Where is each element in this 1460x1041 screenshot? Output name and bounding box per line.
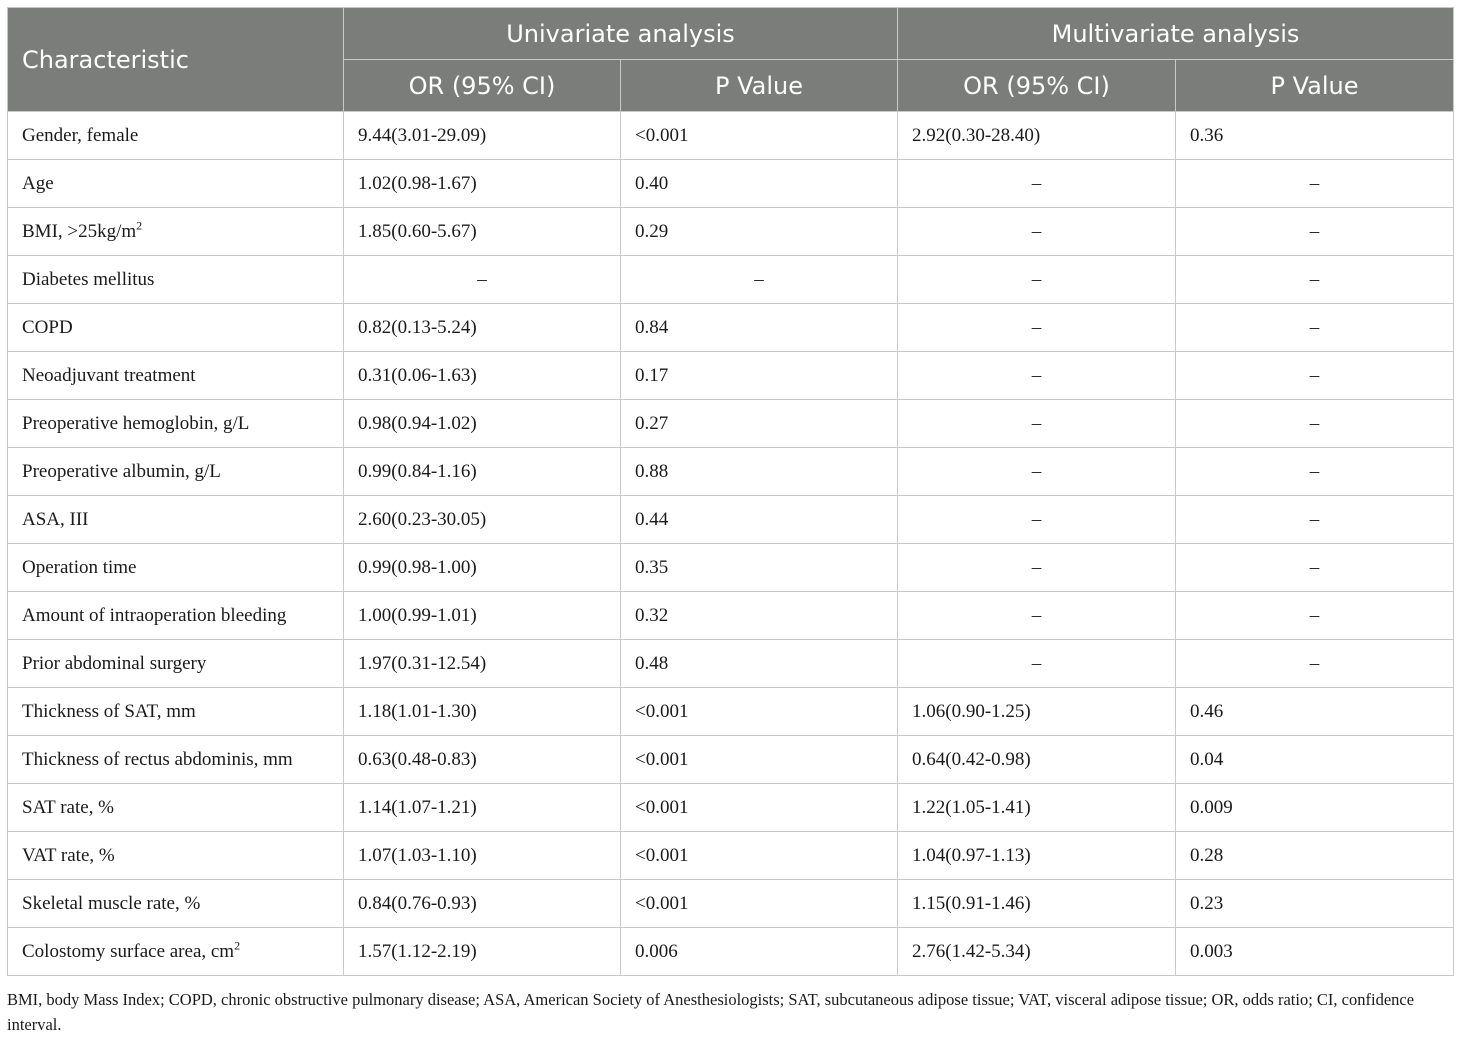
- cell-uni-or: 0.84(0.76-0.93): [344, 880, 621, 928]
- cell-multi-or: 1.06(0.90-1.25): [898, 688, 1176, 736]
- cell-multi-p: –: [1176, 304, 1454, 352]
- cell-uni-p: 0.40: [621, 160, 898, 208]
- table-row: [8, 784, 1454, 832]
- cell-characteristic: [8, 832, 344, 880]
- cell-multi-p: –: [1176, 352, 1454, 400]
- cell-uni-p: <0.001: [621, 784, 898, 832]
- cell-multi-p: –: [1176, 400, 1454, 448]
- cell-uni-or: 1.18(1.01-1.30): [344, 688, 621, 736]
- cell-multi-or: 2.76(1.42-5.34): [898, 928, 1176, 976]
- table-row: [8, 592, 1454, 640]
- table-row: [8, 544, 1454, 592]
- cell-characteristic: [8, 928, 344, 976]
- cell-multi-p: 0.46: [1176, 688, 1454, 736]
- cell-uni-p: 0.44: [621, 496, 898, 544]
- cell-uni-or: 1.00(0.99-1.01): [344, 592, 621, 640]
- cell-uni-or: 0.99(0.84-1.16): [344, 448, 621, 496]
- cell-uni-p: <0.001: [621, 832, 898, 880]
- cell-multi-p: 0.23: [1176, 880, 1454, 928]
- cell-multi-or: 1.22(1.05-1.41): [898, 784, 1176, 832]
- characteristic-label: Gender, female: [22, 124, 139, 146]
- table-row: [8, 640, 1454, 688]
- cell-multi-or: –: [898, 448, 1176, 496]
- cell-characteristic: [8, 208, 344, 256]
- cell-multi-or: 0.64(0.42-0.98): [898, 736, 1176, 784]
- cell-characteristic: [8, 400, 344, 448]
- cell-multi-p: 0.36: [1176, 112, 1454, 160]
- cell-characteristic: [8, 736, 344, 784]
- table-row: [8, 304, 1454, 352]
- characteristic-label: VAT rate, %: [22, 844, 115, 866]
- header-multivariate: Multivariate analysis: [898, 8, 1454, 60]
- cell-multi-p: 0.009: [1176, 784, 1454, 832]
- cell-multi-p: –: [1176, 640, 1454, 688]
- characteristic-label: Age: [22, 172, 54, 194]
- cell-multi-or: 1.15(0.91-1.46): [898, 880, 1176, 928]
- cell-uni-or: 1.02(0.98-1.67): [344, 160, 621, 208]
- cell-characteristic: [8, 112, 344, 160]
- cell-multi-p: –: [1176, 592, 1454, 640]
- cell-multi-or: 1.04(0.97-1.13): [898, 832, 1176, 880]
- characteristic-label: Neoadjuvant treatment: [22, 364, 196, 386]
- characteristic-label: Colostomy surface area, cm: [22, 940, 235, 962]
- cell-uni-p: 0.17: [621, 352, 898, 400]
- cell-uni-or: 0.98(0.94-1.02): [344, 400, 621, 448]
- cell-multi-p: –: [1176, 544, 1454, 592]
- cell-characteristic: [8, 688, 344, 736]
- characteristic-label: Thickness of SAT, mm: [22, 700, 196, 722]
- header-uni-or: OR (95% CI): [344, 60, 621, 112]
- characteristic-label: Amount of intraoperation bleeding: [22, 604, 287, 626]
- cell-characteristic: [8, 496, 344, 544]
- table-row: [8, 928, 1454, 976]
- table-row: [8, 496, 1454, 544]
- characteristic-label: SAT rate, %: [22, 796, 114, 818]
- cell-uni-or: 0.99(0.98-1.00): [344, 544, 621, 592]
- cell-characteristic: [8, 784, 344, 832]
- cell-uni-p: 0.27: [621, 400, 898, 448]
- cell-uni-or: 1.07(1.03-1.10): [344, 832, 621, 880]
- cell-multi-or: –: [898, 400, 1176, 448]
- table-row: [8, 832, 1454, 880]
- unit-superscript: 2: [136, 218, 143, 233]
- characteristic-label: BMI, >25kg/m: [22, 220, 137, 242]
- cell-uni-or: 1.97(0.31-12.54): [344, 640, 621, 688]
- cell-multi-p: –: [1176, 448, 1454, 496]
- cell-uni-p: 0.32: [621, 592, 898, 640]
- cell-uni-p: <0.001: [621, 112, 898, 160]
- header-uni-p: P Value: [621, 60, 898, 112]
- cell-multi-or: –: [898, 544, 1176, 592]
- cell-multi-or: –: [898, 208, 1176, 256]
- cell-characteristic: [8, 880, 344, 928]
- cell-characteristic: [8, 160, 344, 208]
- cell-uni-p: <0.001: [621, 688, 898, 736]
- cell-uni-or: 0.63(0.48-0.83): [344, 736, 621, 784]
- cell-characteristic: [8, 640, 344, 688]
- table-row: [8, 352, 1454, 400]
- cell-multi-or: 2.92(0.30-28.40): [898, 112, 1176, 160]
- cell-multi-p: 0.003: [1176, 928, 1454, 976]
- characteristic-label: Preoperative albumin, g/L: [22, 460, 221, 482]
- header-multi-or: OR (95% CI): [898, 60, 1176, 112]
- characteristic-label: Thickness of rectus abdominis, mm: [22, 748, 293, 770]
- cell-uni-or: 0.82(0.13-5.24): [344, 304, 621, 352]
- table-row: [8, 448, 1454, 496]
- table-footnote: BMI, body Mass Index; COPD, chronic obstructive pulmonary disease; ASA, American Society of Anesthesiologists; SAT, subcutaneous adipose tissue; VAT, visceral adipose tissue; OR, odds ratio; CI, confidence interval.: [7, 990, 1415, 1034]
- cell-multi-or: –: [898, 496, 1176, 544]
- unit-superscript: 2: [234, 938, 241, 953]
- header-multi-p: P Value: [1176, 60, 1454, 112]
- table-row: [8, 112, 1454, 160]
- cell-multi-p: –: [1176, 208, 1454, 256]
- characteristic-label: Preoperative hemoglobin, g/L: [22, 412, 250, 434]
- table-row: [8, 688, 1454, 736]
- cell-multi-or: –: [898, 592, 1176, 640]
- cell-characteristic: [8, 448, 344, 496]
- characteristic-label: Diabetes mellitus: [22, 268, 155, 290]
- cell-multi-p: 0.28: [1176, 832, 1454, 880]
- cell-characteristic: [8, 256, 344, 304]
- cell-uni-or: 1.85(0.60-5.67): [344, 208, 621, 256]
- table-row: [8, 736, 1454, 784]
- cell-characteristic: [8, 592, 344, 640]
- characteristic-label: Operation time: [22, 556, 137, 578]
- results-table: [7, 7, 1454, 976]
- cell-uni-or: 2.60(0.23-30.05): [344, 496, 621, 544]
- cell-characteristic: [8, 304, 344, 352]
- cell-uni-or: –: [344, 256, 621, 304]
- cell-multi-or: –: [898, 256, 1176, 304]
- header-univariate: Univariate analysis: [344, 8, 898, 60]
- cell-uni-or: 1.14(1.07-1.21): [344, 784, 621, 832]
- table-row: [8, 160, 1454, 208]
- header-characteristic: Characteristic: [8, 8, 344, 112]
- cell-uni-p: 0.35: [621, 544, 898, 592]
- cell-multi-p: 0.04: [1176, 736, 1454, 784]
- table-container: [7, 7, 1453, 976]
- table-body: [8, 112, 1454, 976]
- cell-multi-p: –: [1176, 496, 1454, 544]
- table-row: [8, 208, 1454, 256]
- cell-characteristic: [8, 544, 344, 592]
- cell-multi-or: –: [898, 304, 1176, 352]
- cell-uni-or: 0.31(0.06-1.63): [344, 352, 621, 400]
- cell-multi-or: –: [898, 160, 1176, 208]
- cell-uni-p: 0.48: [621, 640, 898, 688]
- cell-multi-p: –: [1176, 256, 1454, 304]
- cell-uni-p: 0.88: [621, 448, 898, 496]
- cell-uni-or: 9.44(3.01-29.09): [344, 112, 621, 160]
- characteristic-label: Skeletal muscle rate, %: [22, 892, 201, 914]
- cell-uni-p: –: [621, 256, 898, 304]
- table-row: [8, 880, 1454, 928]
- cell-multi-or: –: [898, 640, 1176, 688]
- cell-uni-p: 0.006: [621, 928, 898, 976]
- cell-uni-p: <0.001: [621, 736, 898, 784]
- cell-uni-p: 0.29: [621, 208, 898, 256]
- cell-uni-p: 0.84: [621, 304, 898, 352]
- characteristic-label: COPD: [22, 316, 73, 338]
- cell-multi-p: –: [1176, 160, 1454, 208]
- cell-uni-or: 1.57(1.12-2.19): [344, 928, 621, 976]
- table-row: [8, 256, 1454, 304]
- cell-multi-or: –: [898, 352, 1176, 400]
- cell-characteristic: [8, 352, 344, 400]
- characteristic-label: Prior abdominal surgery: [22, 652, 207, 674]
- table-header: [8, 8, 1454, 112]
- table-row: [8, 400, 1454, 448]
- cell-uni-p: <0.001: [621, 880, 898, 928]
- characteristic-label: ASA, III: [22, 508, 89, 530]
